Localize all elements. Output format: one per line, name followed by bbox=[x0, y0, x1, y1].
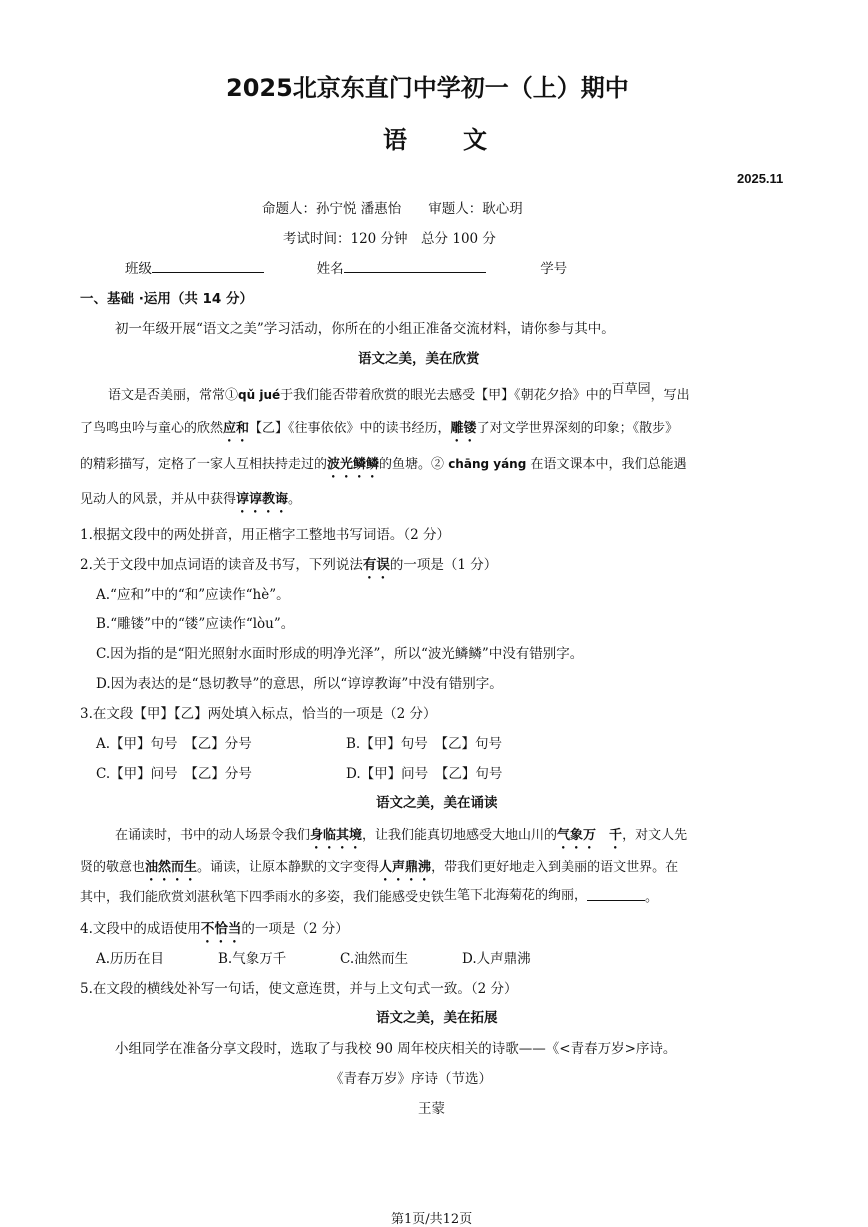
q3-option-d: D.【甲】问号 【乙】句号 bbox=[346, 766, 503, 782]
subject-title: 语文 bbox=[383, 126, 543, 154]
q3-option-b: B.【甲】句号 【乙】句号 bbox=[346, 736, 502, 752]
pinyin-2: chāng yáng bbox=[448, 457, 527, 471]
question-5: 5.在文段的横线处补写一句话，使文意连贯，并与上文句式一致。（2 分） bbox=[80, 981, 518, 997]
section1-title: 一、基础 ·运用（共 14 分） bbox=[80, 291, 254, 307]
dotted-word-diaolou: 雕镂 bbox=[450, 421, 477, 436]
question-1: 1.根据文段中的两处拼音，用正楷字工整地书写词语。（2 分） bbox=[80, 527, 451, 543]
dotted-word-boguang: 波光鳞鳞 bbox=[327, 457, 380, 472]
dotted-word-shenlin: 身临其境 bbox=[310, 828, 363, 843]
dotted-word-youran: 油然而生 bbox=[145, 860, 198, 875]
part3-heading: 语文之美，美在拓展 bbox=[376, 1010, 498, 1026]
dotted-word-zhunzhun: 谆谆教诲 bbox=[236, 492, 289, 507]
q4-option-a: A.历历在目 bbox=[96, 951, 165, 967]
pinyin-1: qǔ jué bbox=[238, 388, 281, 402]
page-number: 第1页/共12页 bbox=[391, 1212, 473, 1227]
part3-intro: 小组同学在准备分享文段时，选取了与我校 90 周年校庆相关的诗歌——《<青春万岁>序诗。 bbox=[115, 1041, 677, 1057]
exam-date: 2025.11 bbox=[737, 171, 784, 186]
exam-title: 2025北京东直门中学初一（上）期中 bbox=[226, 74, 629, 102]
q2-option-d: D.因为表达的是“恳切教导”的意思，所以“谆谆教诲”中没有错别字。 bbox=[96, 676, 503, 692]
name-blank[interactable] bbox=[344, 258, 486, 273]
class-blank[interactable] bbox=[152, 258, 264, 273]
q4-option-d: D.人声鼎沸 bbox=[462, 951, 531, 967]
q2-option-b: B.“雕镂”中的“镂”应读作“lòu”。 bbox=[96, 616, 295, 632]
q3-option-a: A.【甲】句号 【乙】分号 bbox=[96, 736, 252, 752]
poem-title: 《青春万岁》序诗（节选） bbox=[330, 1071, 492, 1087]
dotted-word-yinghe: 应和 bbox=[223, 421, 250, 436]
question-2: 2.关于文段中加点词语的读音及书写，下列说法有误的一项是（1 分） bbox=[80, 557, 498, 573]
dotted-word-qixiang: 气象万 千 bbox=[557, 828, 623, 843]
class-label: 班级 bbox=[125, 261, 152, 277]
q4-option-b: B.气象万千 bbox=[218, 951, 287, 967]
question-4: 4.文段中的成语使用不恰当的一项是（2 分） bbox=[80, 921, 349, 937]
part2-line2: 贤的敬意也油然而生。诵读，让原本静默的文字变得人声鼎沸，带我们更好地走入到美丽的语文世界。在 bbox=[80, 860, 679, 875]
id-label: 学号 bbox=[540, 261, 568, 277]
part1-line2: 了鸟鸣虫吟与童心的欣然应和【乙】《往事依依》中的读书经历，雕镂了对文学世界深刻的印象；《散步》 bbox=[80, 421, 679, 436]
q2-option-a: A.“应和”中的“和”应读作“hè”。 bbox=[96, 587, 290, 603]
part2-line1: 在诵读时，书中的动人场景令我们身临其境，让我们能真切地感受大地山川的气象万 千，对文人先 bbox=[115, 828, 688, 843]
part1-heading: 语文之美，美在欣赏 bbox=[358, 351, 480, 367]
name-label: 姓名 bbox=[316, 261, 344, 277]
q2-option-c: C.因为指的是“阳光照射水面时形成的明净光泽”，所以“波光鳞鳞”中没有错别字。 bbox=[96, 646, 584, 662]
dotted-word-rensheng: 人声鼎沸 bbox=[379, 860, 432, 875]
answer-blank-q5[interactable] bbox=[587, 886, 645, 901]
q4-option-c: C.油然而生 bbox=[340, 951, 409, 967]
part1-line3: 的精彩描写，定格了一家人互相扶持走过的波光鳞鳞的鱼塘。② chāng yáng 在语文课本中，我们总能遇 bbox=[80, 457, 687, 472]
dotted-word-youwu: 有误 bbox=[362, 557, 390, 573]
part1-line1: 语文是否美丽，常常①qǔ jué于我们能否带着欣赏的眼光去感受【甲】《朝花夕拾》中的百草园，写出 bbox=[108, 382, 690, 403]
part2-line3: 其中，我们能欣赏刘湛秋笔下四季雨水的多姿，我们能感受史铁生笔下北海菊花的绚丽， 。 bbox=[80, 888, 659, 905]
authors-line: 命题人：孙宁悦 潘惠怡 审题人：耿心玥 bbox=[262, 201, 523, 217]
dotted-word-buqiadang: 不恰当 bbox=[200, 921, 242, 937]
student-info-row bbox=[125, 257, 567, 277]
q3-option-c: C.【甲】问号 【乙】分号 bbox=[96, 766, 252, 782]
section1-intro: 初一年级开展“语文之美”学习活动，你所在的小组正准备交流材料，请你参与其中。 bbox=[115, 321, 615, 337]
poem-author: 王蒙 bbox=[418, 1101, 445, 1117]
part1-line4: 见动人的风景，并从中获得谆谆教诲。 bbox=[80, 492, 302, 507]
question-3: 3.在文段【甲】【乙】两处填入标点，恰当的一项是（2 分） bbox=[80, 706, 437, 722]
part2-heading: 语文之美，美在诵读 bbox=[376, 795, 498, 811]
exam-info-line: 考试时间：120 分钟 总分 100 分 bbox=[283, 231, 496, 247]
